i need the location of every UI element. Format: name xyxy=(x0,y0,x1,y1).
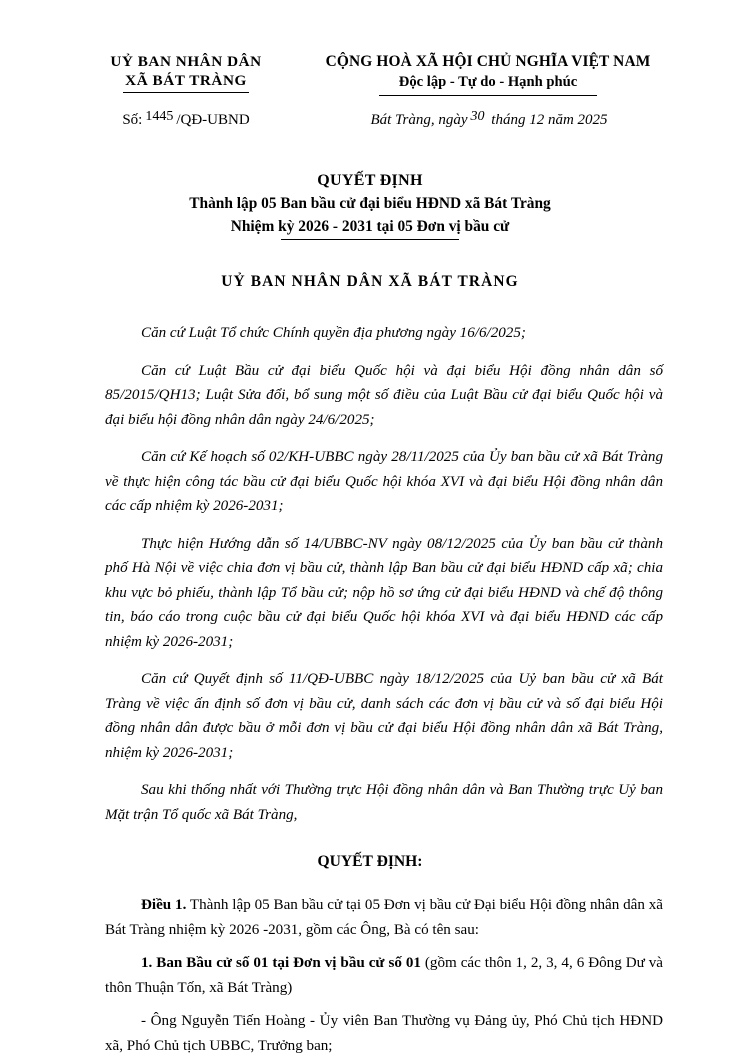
articles-block xyxy=(0,893,740,1058)
preamble-paragraph: Căn cứ Kế hoạch số 02/KH-UBBC ngày 28/11/2025 của Ủy ban bầu cử xã Bát Tràng về thực hiện công tác bầu cử đại biểu Quốc hội khóa XVI và đại biểu Hội đồng nhân dân các cấp nhiệm kỳ 2026-2031; xyxy=(105,449,663,514)
issuing-authority-block xyxy=(68,52,304,93)
article-paragraph xyxy=(105,1009,663,1058)
national-heading-block xyxy=(304,52,668,96)
article-label: 1. Ban Bầu cử số 01 tại Đơn vị bầu cử số 01 xyxy=(141,955,421,971)
date-day: 30 xyxy=(470,109,485,124)
date-month-year: tháng 12 năm 2025 xyxy=(491,112,608,128)
place-and-date xyxy=(304,109,668,129)
article-text: - Ông Nguyễn Tiến Hoàng - Ủy viên Ban Thường vụ Đảng ủy, Phó Chủ tịch HĐND xã, Phó Chủ tịch UBBC, Trưởng ban; xyxy=(105,1013,663,1054)
date-place: Bát Tràng, ngày xyxy=(370,112,468,128)
issuing-body-heading: UỶ BAN NHÂN DÂN XÃ BÁT TRÀNG xyxy=(221,273,519,290)
article-paragraph xyxy=(105,893,663,942)
article-text: Thành lập 05 Ban bầu cử tại 05 Đơn vị bầu cử Đại biểu Hội đồng nhân dân xã Bát Tràng nhiệm kỳ 2026 -2031, gồm các Ông, Bà có tên sau: xyxy=(105,897,663,938)
preamble-paragraph: Căn cứ Luật Tổ chức Chính quyền địa phương ngày 16/6/2025; xyxy=(141,325,526,341)
national-title: CỘNG HOÀ XÃ HỘI CHỦ NGHĨA VIỆT NAM xyxy=(325,53,651,70)
document-number-value: 1445 xyxy=(145,109,174,124)
decide-heading: QUYẾT ĐỊNH: xyxy=(317,853,423,870)
preamble-paragraph: Căn cứ Luật Bầu cử đại biểu Quốc hội và đại biểu Hội đồng nhân dân số 85/2015/QH13; Luật Sửa đổi, bổ sung một số điều của Luật Bầu cử đại biểu Quốc hội và đại biểu hội đồng nhân dân ngày 24/6/2025; xyxy=(105,362,663,428)
org-line-1: UỶ BAN NHÂN DÂN xyxy=(110,53,262,70)
preamble-block xyxy=(0,321,740,827)
document-type-title: QUYẾT ĐỊNH xyxy=(317,172,423,189)
title-underline-rule xyxy=(281,239,459,240)
document-subject-line-1: Thành lập 05 Ban bầu cử đại biểu HĐND xã Bát Tràng xyxy=(189,195,551,212)
article-text: (gồm các thôn 1, 2, 3, 4, 6 Đông Dư và thôn Thuận Tốn, xã Bát Tràng) xyxy=(105,955,663,996)
national-motto: Độc lập - Tự do - Hạnh phúc xyxy=(398,74,578,90)
org-underline-rule xyxy=(123,92,249,93)
document-meta-row xyxy=(0,96,740,129)
article-label: Điều 1. xyxy=(141,897,187,913)
document-number-prefix: Số: xyxy=(122,112,143,128)
document-number-suffix: /QĐ-UBND xyxy=(176,112,250,128)
preamble-paragraph: Thực hiện Hướng dẫn số 14/UBBC-NV ngày 08/12/2025 của Ủy ban bầu cử thành phố Hà Nội về việc chia đơn vị bầu cử, thành lập Ban bầu cử đại biểu HĐND cấp xã; chia khu vực bỏ phiếu, thành lập Tổ bầu cử; nộp hồ sơ ứng cử đại biểu HĐND và chế độ thông tin, báo cáo trong cuộc bầu cử đại biểu Quốc hội khóa XVI và đại biểu HĐND các cấp nhiệm kỳ 2026-2031; xyxy=(105,535,663,650)
article-paragraph xyxy=(105,951,663,1000)
org-line-2: XÃ BÁT TRÀNG xyxy=(125,72,247,89)
preamble-paragraph: Sau khi thống nhất với Thường trực Hội đồng nhân dân và Ban Thường trực Uỷ ban Mặt trận Tổ quốc xã Bát Tràng, xyxy=(105,782,663,823)
motto-underline-rule xyxy=(379,95,597,96)
preamble-paragraph: Căn cứ Quyết định số 11/QĐ-UBBC ngày 18/12/2025 của Uỷ ban bầu cử xã Bát Tràng về việc ấn định số đơn vị bầu cử, danh sách các đơn vị bầu cử và số đại biểu Hội đồng nhân dân được bầu ở mỗi đơn vị bầu cử đại biểu Hội đồng nhân dân xã Bát Tràng, nhiệm kỳ 2026-2031; xyxy=(105,671,663,761)
document-subject-line-2: Nhiệm kỳ 2026 - 2031 tại 05 Đơn vị bầu cử xyxy=(230,218,510,235)
document-header xyxy=(0,0,740,96)
document-number xyxy=(68,109,304,129)
document-title-block xyxy=(0,169,740,240)
